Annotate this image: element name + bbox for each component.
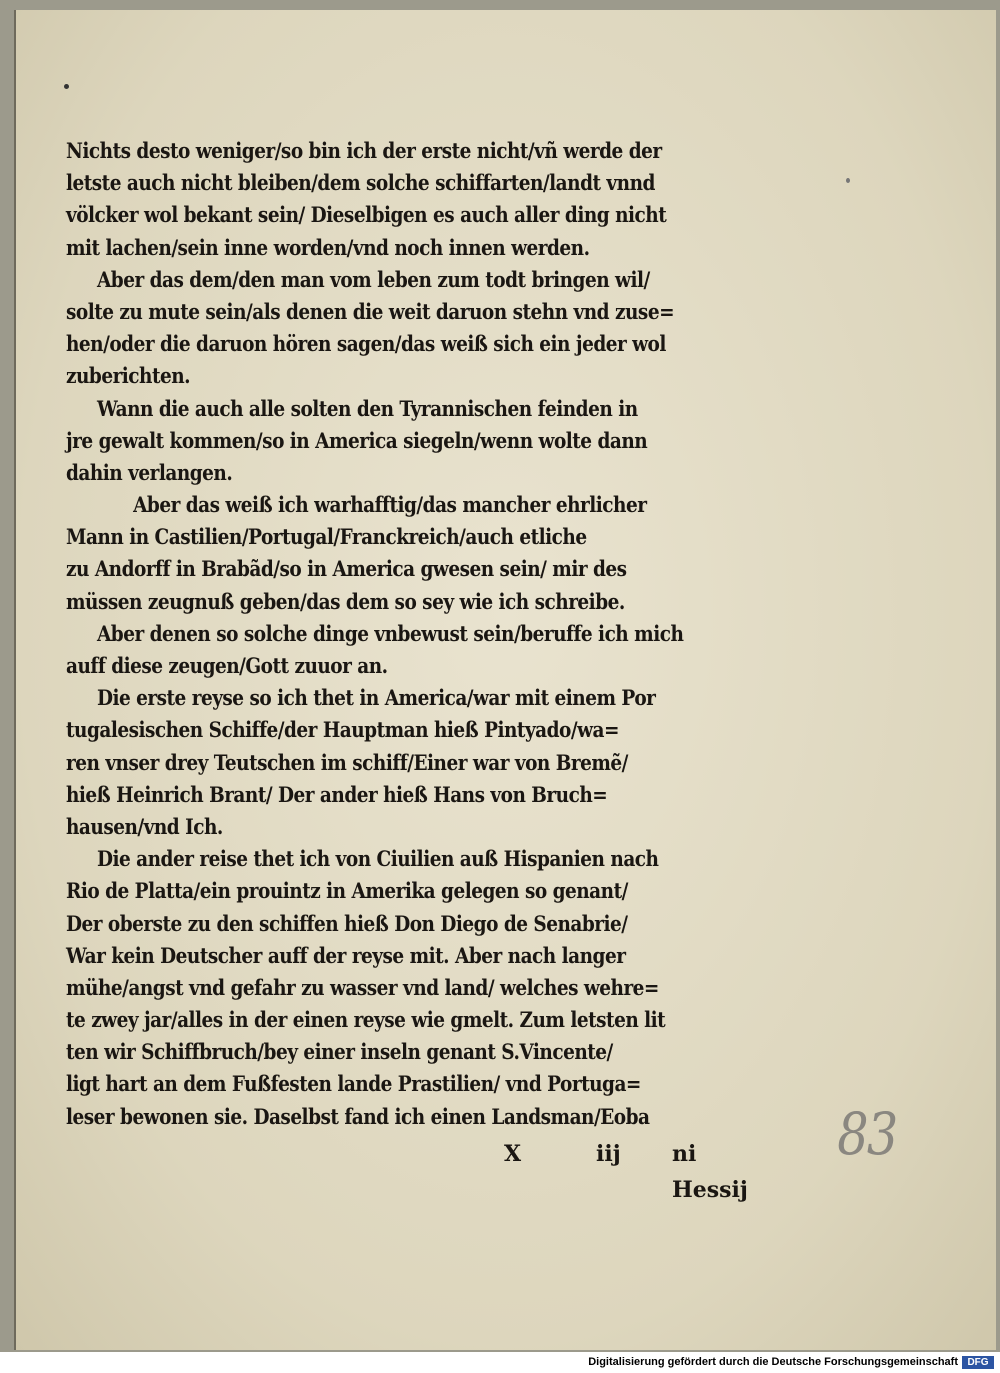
dfg-logo: DFG <box>962 1356 994 1369</box>
text-line: hieß Heinrich Brant/ Der ander hieß Hans von Bruch= <box>66 782 608 808</box>
text-line: müssen zeugnuß geben/das dem so sey wie ich schreibe. <box>66 589 625 615</box>
paper-speck <box>846 178 850 183</box>
text-line: tugalesischen Schiffe/der Hauptman hieß Pintyado/wa= <box>66 718 619 744</box>
text-line: Mann in Castilien/Portugal/Franckreich/auch etliche <box>66 525 587 551</box>
text-line: mühe/angst vnd gefahr zu wasser vnd land/ welches wehre= <box>66 975 659 1001</box>
text-line: Die ander reise thet ich von Ciuilien auß Hispanien nach <box>96 847 659 873</box>
text-line: dahin verlangen. <box>66 460 233 486</box>
signature-line <box>496 1136 766 1203</box>
text-line: solte zu mute sein/als denen die weit daruon stehn vnd zuse= <box>66 299 675 325</box>
text-line: Rio de Platta/ein prouintz in Amerika gelegen so genant/ <box>66 879 628 905</box>
text-line: hausen/vnd Ich. <box>66 814 223 840</box>
funding-credit: Digitalisierung gefördert durch die Deutsche Forschungsgemeinschaft <box>588 1356 958 1368</box>
text-line: Die erste reyse so ich thet in America/war mit einem Por <box>96 686 656 712</box>
text-line: ten wir Schiffbruch/bey einer inseln genant S.Vincente/ <box>66 1040 613 1066</box>
body-text <box>66 136 766 1134</box>
text-line: te zwey jar/alles in der einen reyse wie gmelt. Zum letsten lit <box>66 1008 666 1034</box>
text-line: War kein Deutscher auff der reyse mit. Aber nach langer <box>66 943 626 969</box>
text-line: Aber denen so solche dinge vnbewust sein/beruffe ich mich <box>96 621 684 647</box>
text-line: Aber das weiß ich warhafftig/das mancher ehrlicher <box>133 493 647 519</box>
text-line: leser bewonen sie. Daselbst fand ich einen Landsman/Eoba <box>66 1104 650 1130</box>
catchword: ni Hessij <box>672 1141 748 1203</box>
text-line: Der oberste zu den schiffen hieß Don Diego de Senabrie/ <box>66 911 628 937</box>
text-line: ren vnser drey Teutschen im schiff/Einer war von Bremẽ/ <box>66 750 628 776</box>
folio-number: 83 <box>837 1100 897 1168</box>
text-line: mit lachen/sein inne worden/vnd noch innen werden. <box>66 235 590 261</box>
text-line: Aber das dem/den man vom leben zum todt bringen wil/ <box>96 267 650 293</box>
text-line: letste auch nicht bleiben/dem solche schiffarten/landt vnnd <box>66 171 655 197</box>
text-line: Wann die auch alle solten den Tyrannischen feinden in <box>96 396 638 422</box>
signature-number: iij <box>596 1141 621 1167</box>
text-line: Nichts desto weniger/so bin ich der erste nicht/vñ werde der <box>66 139 662 164</box>
text-line: jre gewalt kommen/so in America siegeln/wenn wolte dann <box>66 428 648 454</box>
text-line: völcker wol bekant sein/ Dieselbigen es auch aller ding nicht <box>66 203 667 229</box>
ink-dot <box>64 84 69 89</box>
signature-mark: X <box>504 1141 522 1167</box>
text-line: zu Andorff in Brabãd/so in America gwesen sein/ mir des <box>66 557 627 583</box>
text-line: ligt hart an dem Fußfesten lande Prastilien/ vnd Portuga= <box>66 1072 641 1098</box>
text-line: hen/oder die daruon hören sagen/das weiß sich ein jeder wol <box>66 332 666 358</box>
text-line: auff diese zeugen/Gott zuuor an. <box>66 654 388 679</box>
text-line: zuberichten. <box>66 364 191 390</box>
footer-bar <box>0 1352 1000 1373</box>
